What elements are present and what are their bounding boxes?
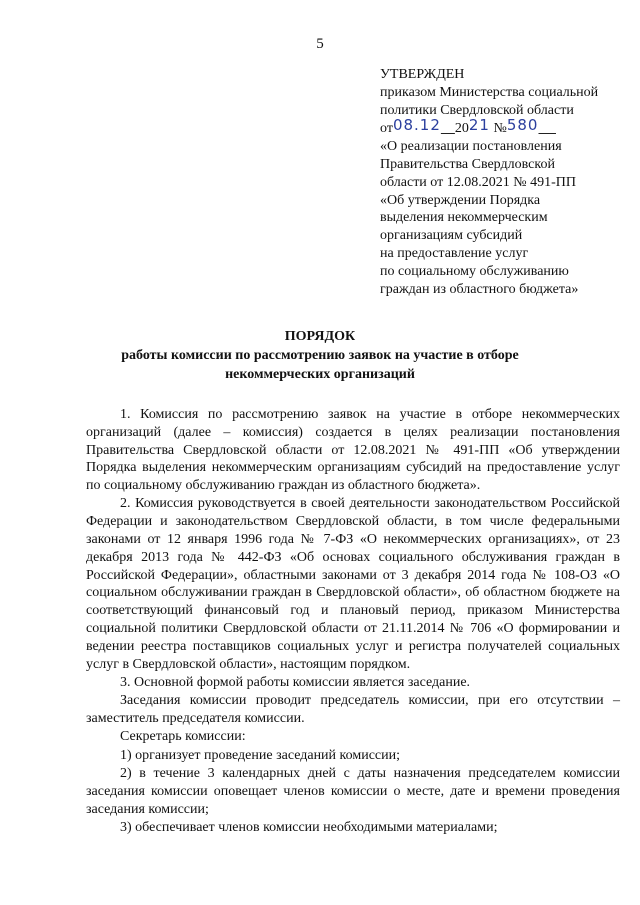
handwritten-date: 08.12 bbox=[392, 116, 441, 135]
body-paragraph: 3. Основной формой работы комиссии является заседание. bbox=[120, 674, 471, 690]
approval-basis-line: на предоставление услуг bbox=[380, 245, 529, 261]
date-field bbox=[392, 116, 455, 136]
document-heading bbox=[0, 327, 640, 384]
heading-subtitle: некоммерческих организаций bbox=[225, 367, 415, 382]
handwritten-year: 21 bbox=[468, 116, 490, 135]
body-paragraph: Заседания комиссии проводит председатель комиссии, при его отсутствии – заместитель председателя комиссии. bbox=[86, 693, 620, 727]
body-paragraph: 1) организует проведение заседаний комиссии; bbox=[120, 747, 401, 763]
body-paragraph: 1. Комиссия по рассмотрению заявок на участие в отборе некоммерческих организаций (далее – комиссия) создается в целях реализации постановления Правительства Свердловской области от 12.08.2021 № 491-ПП «Об утверждении Порядка выделения некоммерческим организациям субсидий на предоставление услуг по социальному обслуживанию граждан из областного бюджета». bbox=[86, 407, 620, 494]
handwritten-number: 580 bbox=[506, 116, 539, 135]
page-number: 5 bbox=[316, 36, 324, 52]
approval-basis-line: «О реализации постановления bbox=[380, 139, 562, 155]
number-field bbox=[506, 116, 556, 136]
approval-basis bbox=[380, 138, 630, 298]
date-prefix: от bbox=[380, 121, 393, 137]
approval-line: приказом Министерства социальной bbox=[380, 84, 599, 100]
body-paragraph: Секретарь комиссии: bbox=[120, 729, 246, 745]
approval-basis-line: Правительства Свердловской bbox=[380, 156, 555, 172]
approval-date-line bbox=[380, 116, 630, 138]
approval-title: УТВЕРЖДЕН bbox=[380, 67, 465, 82]
body-paragraph: 2) в течение 3 календарных дней с даты назначения председателем комиссии заседания комиссии оповещает членов комиссии о месте, дате и времени проведения заседания комиссии; bbox=[86, 765, 620, 817]
number-sign: № bbox=[493, 121, 507, 137]
document-body bbox=[86, 406, 620, 837]
approval-basis-line: области от 12.08.2021 № 491-ПП bbox=[380, 174, 576, 190]
body-paragraph: 3) обеспечивает членов комиссии необходимыми материалами; bbox=[120, 819, 498, 835]
approval-basis-line: организациям субсидий bbox=[380, 228, 523, 244]
heading-subtitle: работы комиссии по рассмотрению заявок на участие в отборе bbox=[121, 348, 519, 363]
approval-stamp bbox=[380, 66, 630, 298]
year-prefix: 20 bbox=[454, 121, 469, 137]
approval-line: политики Свердловской области bbox=[380, 102, 574, 118]
approval-basis-line: выделения некоммерческим bbox=[380, 210, 548, 226]
approval-basis-line: граждан из областного бюджета» bbox=[380, 281, 579, 297]
body-paragraph: 2. Комиссия руководствуется в своей деятельности законодательством Российской Федерации и законодательством Свердловской области, в том числе федеральными законами от 12 января 1996 года № 7-ФЗ «О некоммерческих организациях», от 23 декабря 2013 года № 442-ФЗ «Об основах социального обслуживания граждан в Российской Федерации», областными законами от 3 декабря 2014 года № 108-ОЗ «О социальном обслуживании граждан в Свердловской области», об областном бюджете на соответствующий финансовый год и плановый период, приказом Министерства социальной политики Свердловской области от 21.11.2014 № 706 «О формировании и ведении реестра поставщиков социальных услуг и регистра получателей социальных услуг в Свердловской области», настоящим порядком. bbox=[86, 496, 620, 672]
year-field bbox=[468, 116, 490, 136]
approval-basis-line: «Об утверждении Порядка bbox=[380, 192, 541, 208]
approval-basis-line: по социальному обслуживанию bbox=[380, 263, 569, 279]
heading-title: ПОРЯДОК bbox=[284, 329, 356, 344]
